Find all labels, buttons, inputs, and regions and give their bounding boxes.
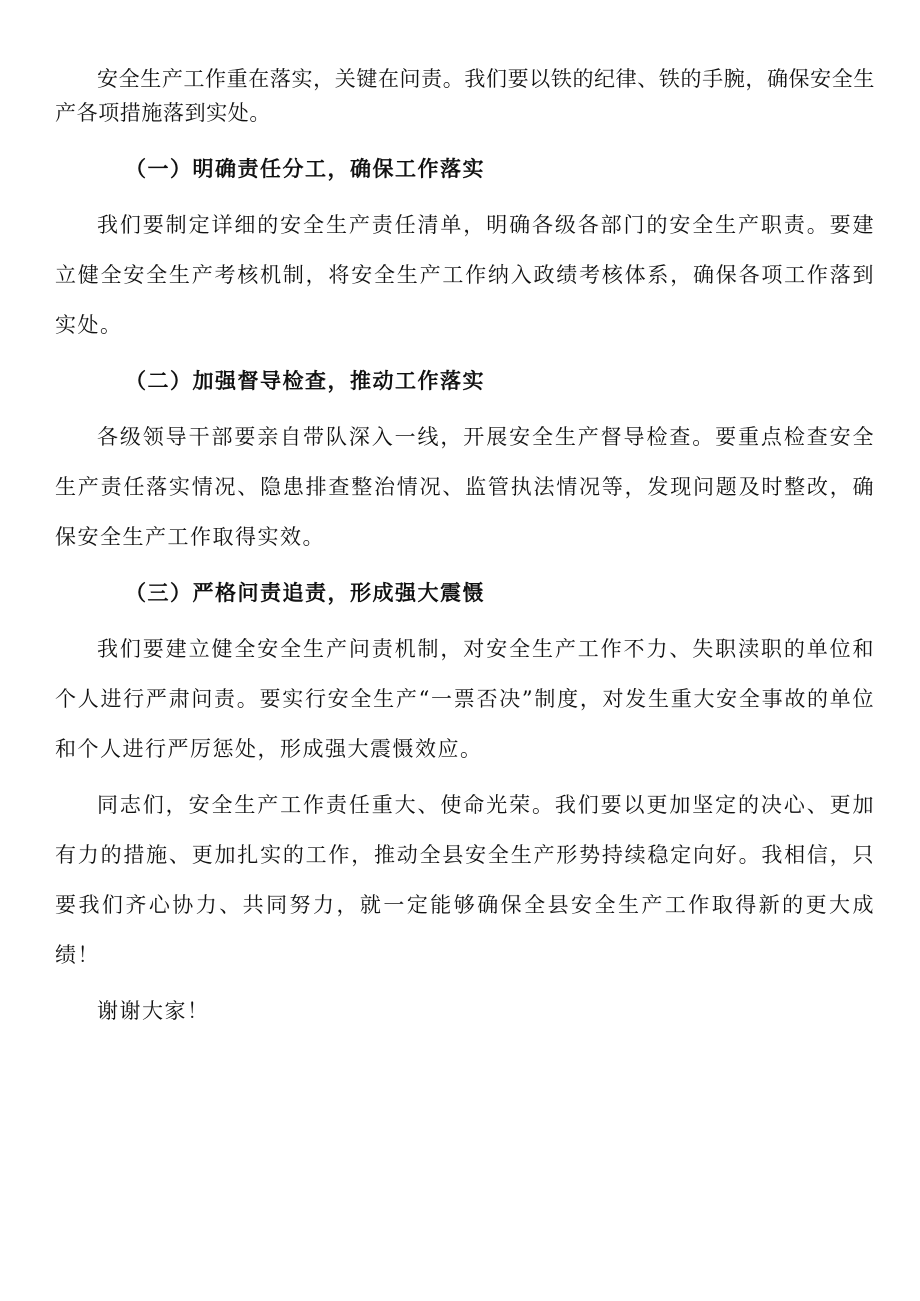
section-1-body: 我们要制定详细的安全生产责任清单，明确各级各部门的安全生产职责。要建立健全安全生产考核机制，将安全生产工作纳入政绩考核体系，确保各项工作落到实处。: [55, 213, 875, 337]
spacer: [55, 130, 875, 144]
section-1-heading: （一）明确责任分工，确保工作落实: [125, 156, 485, 181]
section-2-body: 各级领导干部要亲自带队深入一线，开展安全生产督导检查。要重点检查安全生产责任落实情况、隐患排查整治情况、监管执法情况等，发现问题及时整改，确保安全生产工作取得实效。: [55, 425, 875, 549]
section-3-body: 我们要建立健全安全生产问责机制，对安全生产工作不力、失职渎职的单位和个人进行严肃问责。要实行安全生产“一票否决”制度，对发生重大安全事故的单位和个人进行严厉惩处，形成强大震慑效应。: [55, 637, 875, 761]
closing-paragraph: 同志们，安全生产工作责任重大、使命光荣。我们要以更加坚定的决心、更加有力的措施、更加扎实的工作，推动全县安全生产形势持续稳定向好。我相信，只要我们齐心协力、共同努力，就一定能够确保全县安全生产工作取得新的更大成绩！: [55, 793, 875, 967]
section-3-heading: （三）严格问责追责，形成强大震慑: [125, 580, 485, 605]
thanks-line: 谢谢大家！: [97, 999, 210, 1023]
intro-paragraph: 安全生产工作重在落实，关键在问责。我们要以铁的纪律、铁的手腕，确保安全生产各项措施落到实处。: [55, 67, 875, 125]
section-2-heading: （二）加强督导检查，推动工作落实: [125, 368, 485, 393]
document-page: [55, 62, 875, 1036]
